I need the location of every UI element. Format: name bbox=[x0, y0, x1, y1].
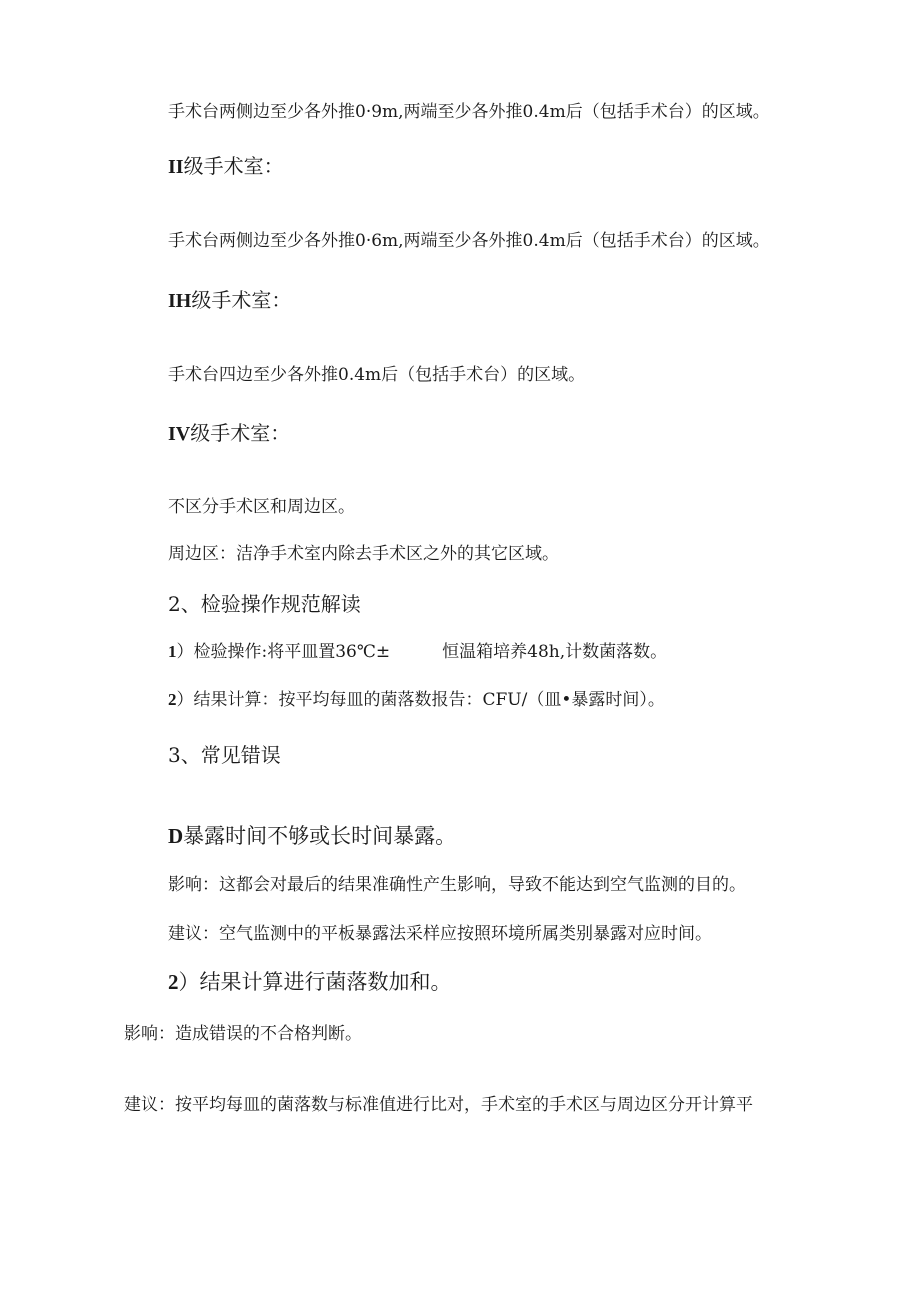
class-iii-heading bbox=[168, 290, 291, 311]
section-2-heading: 2、检验操作规范解读 bbox=[168, 592, 361, 616]
error-d-text: 暴露时间不够或长时间暴露。 bbox=[183, 824, 457, 848]
class-ii-text: 级手术室： bbox=[183, 154, 284, 178]
error-2-prefix: 2 bbox=[168, 970, 179, 994]
impact-2-line: 影响：造成错误的不合格判断。 bbox=[124, 1024, 362, 1044]
suggestion-2-line: 建议：按平均每皿的菌落数与标准值进行比对，手术室的手术区与周边区分开计算平 bbox=[124, 1095, 753, 1115]
paragraph-line-3: 手术台两侧边至少各外推0·6m,两端至少各外推0.4m后（包括手术台）的区域。 bbox=[168, 231, 770, 251]
error-2-text: ）结果计算进行菌落数加和。 bbox=[178, 970, 452, 994]
paragraph-line-1: 手术台两侧边至少各外推0·9m,两端至少各外推0.4m后（包括手术台）的区域。 bbox=[168, 102, 770, 122]
section-3-heading: 3、常见错误 bbox=[168, 743, 281, 767]
paragraph-line-8: 周边区：洁净手术室内除去手术区之外的其它区域。 bbox=[168, 544, 559, 564]
class-iii-text: 级手术室： bbox=[191, 288, 292, 312]
paragraph-line-5: 手术台四边至少各外推0.4m后（包括手术台）的区域。 bbox=[168, 365, 586, 385]
item-2-line bbox=[168, 691, 665, 709]
error-d-line bbox=[168, 826, 456, 847]
error-d-prefix: D bbox=[168, 824, 184, 848]
paragraph-line-7: 不区分手术区和周边区。 bbox=[168, 497, 355, 517]
item-2-prefix: 2 bbox=[168, 690, 177, 709]
class-iv-heading bbox=[168, 423, 290, 444]
item-1-line bbox=[168, 643, 667, 661]
class-iv-text: 级手术室： bbox=[190, 421, 291, 445]
impact-1-line: 影响：这都会对最后的结果准确性产生影响，导致不能达到空气监测的目的。 bbox=[168, 875, 746, 895]
class-ii-heading bbox=[168, 156, 284, 177]
item-1-text-a: ）检验操作:将平皿置36℃± bbox=[176, 642, 391, 662]
suggestion-1-line: 建议：空气监测中的平板暴露法采样应按照环境所属类别暴露对应时间。 bbox=[168, 924, 712, 944]
item-2-text: ）结果计算：按平均每皿的菌落数报告：CFU/（皿•暴露时间）。 bbox=[176, 690, 665, 710]
class-ii-prefix: II bbox=[168, 156, 184, 178]
class-iv-prefix: IV bbox=[168, 423, 191, 445]
item-1-prefix: 1 bbox=[168, 642, 177, 661]
item-1-text-b: 恒温箱培养48h,计数菌落数。 bbox=[442, 642, 668, 662]
error-2-line bbox=[168, 972, 452, 993]
class-iii-prefix: IH bbox=[168, 290, 192, 312]
